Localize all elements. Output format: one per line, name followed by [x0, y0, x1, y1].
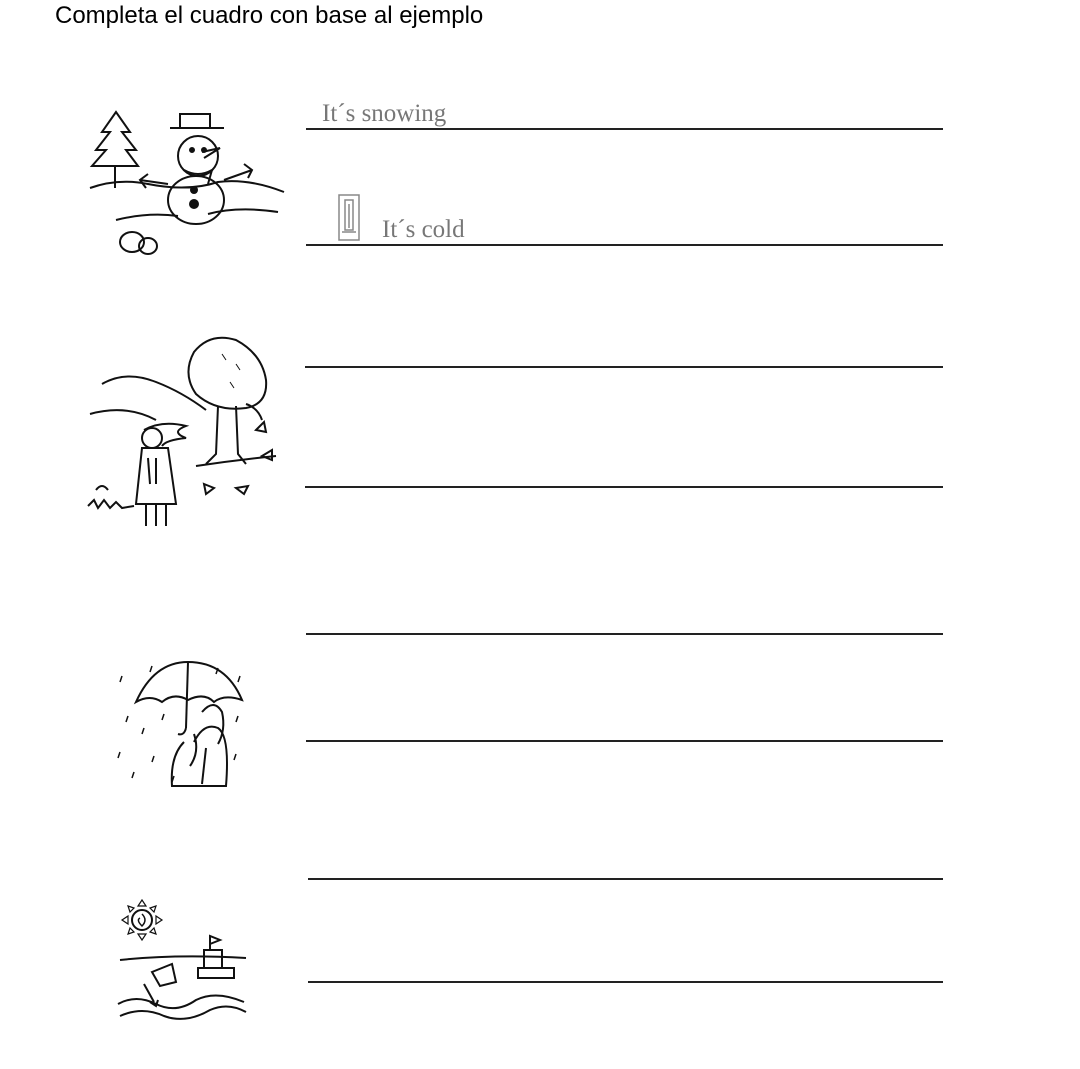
answer-line[interactable] [305, 366, 943, 368]
answer-line[interactable] [305, 486, 943, 488]
example-answer-cold: It´s cold [382, 216, 465, 243]
example-answer-snowing: It´s snowing [322, 100, 447, 127]
windy-picture [86, 334, 284, 534]
rain-picture [114, 656, 246, 790]
worksheet-instruction: Completa el cuadro con base al ejemplo [55, 2, 484, 29]
thermometer-icon [337, 194, 361, 242]
sunny-beach-picture [116, 898, 250, 1020]
answer-line[interactable] [306, 740, 943, 742]
answer-line[interactable] [306, 244, 943, 246]
answer-line[interactable] [308, 878, 943, 880]
answer-line[interactable] [306, 633, 943, 635]
snowman-picture [88, 108, 286, 258]
answer-line[interactable] [306, 128, 943, 130]
answer-line[interactable] [308, 981, 943, 983]
